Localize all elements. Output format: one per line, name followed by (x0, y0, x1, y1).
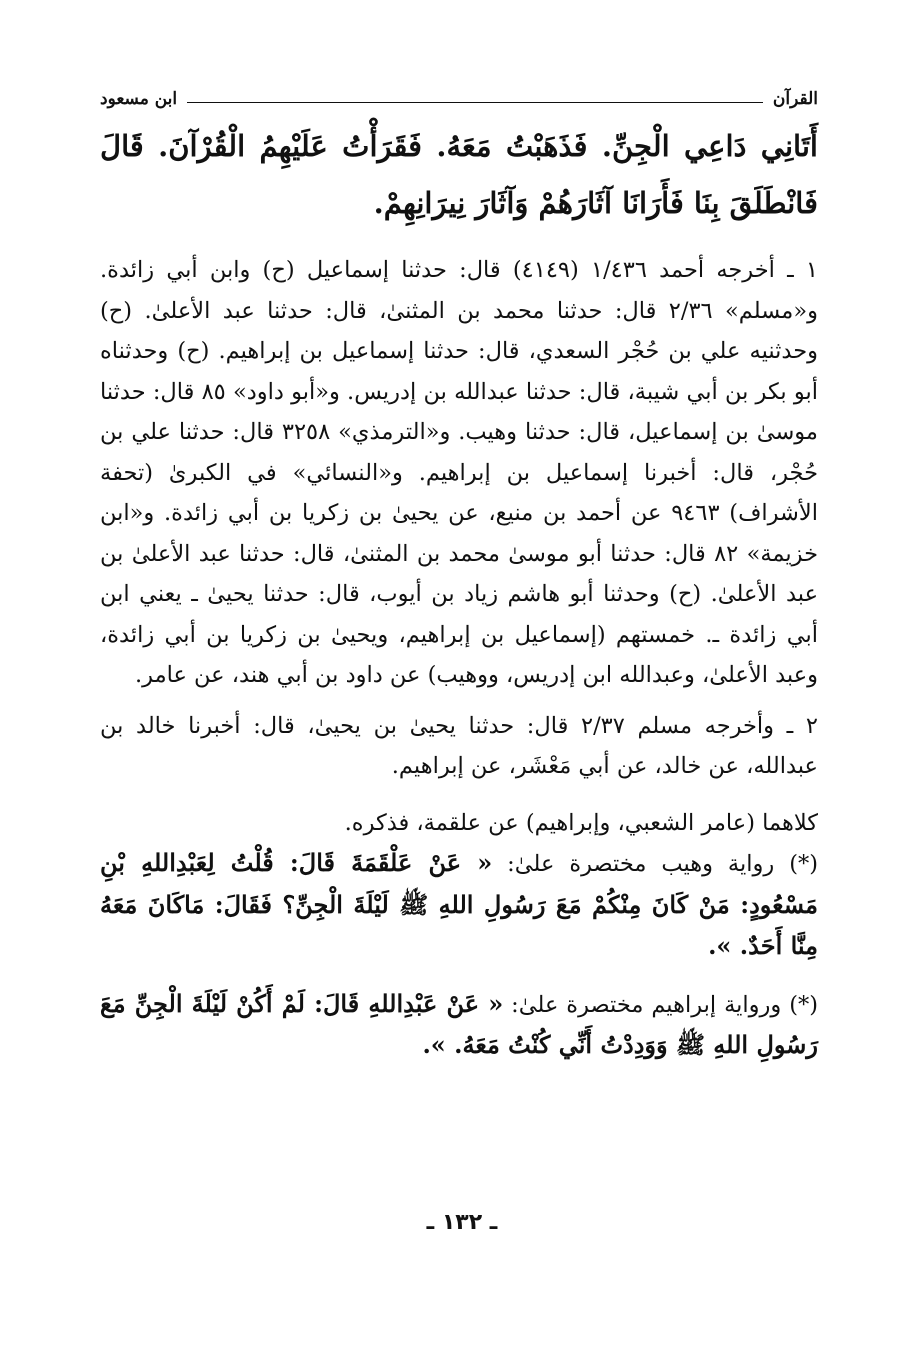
variant-note-1 (100, 843, 818, 968)
variant-note-2 (100, 984, 818, 1067)
takhrij-section (100, 250, 818, 1067)
page-number: ـ ١٣٢ ـ (426, 1210, 498, 1235)
takhrij-paragraph-3: كلاهما (عامر الشعبي، وإبراهيم) عن علقمة، فذكره. (344, 809, 818, 836)
variant-note-2-quote: « عَنْ عَبْدِاللهِ قَالَ: لَمْ أَكُنْ لَيْلَةَ الْجِنِّ مَعَ رَسُولِ اللهِ ﷺ وَوَدِدْتُ أَنِّي كُنْتُ مَعَهُ. ». (100, 988, 818, 1059)
running-head-rule (187, 102, 763, 103)
running-head-companion: ابن مسعود (100, 89, 178, 109)
variant-note-1-quote: « عَنْ عَلْقَمَةَ قَالَ: قُلْتُ لِعَبْدِاللهِ بْنِ مَسْعُودٍ: مَنْ كَانَ مِنْكُمْ مَعَ رَسُولِ اللهِ ﷺ لَيْلَةَ الْجِنِّ؟ فَقَالَ: مَاكَانَ مَعَهُ مِنَّا أَحَدٌ. ». (100, 848, 818, 960)
hadith-text: أَتَانِي دَاعِي الْجِنِّ. فَذَهَبْتُ مَعَهُ. فَقَرَأْتُ عَلَيْهِمُ الْقُرْآنَ. قَالَ فَانْطَلَقَ بِنَا فَأَرَانَا آثَارَهُمْ وَآثَارَ نِيرَانِهِمْ. (100, 129, 818, 220)
running-head-section: القرآن (772, 89, 818, 109)
takhrij-paragraph-1: ١ ـ أخرجه أحمد ١/٤٣٦ (٤١٤٩) قال: حدثنا إسماعيل (ح) وابن أبي زائدة. و«مسلم» ٢/٣٦ قال: حدثنا محمد بن المثنىٰ، قال: حدثنا عبد الأعلىٰ. (ح) وحدثنيه علي بن حُجْر السعدي، قال: حدثنا إسماعيل بن إبراهيم. (ح) وحدثناه أبو بكر بن أبي شيبة، قال: حدثنا عبدالله بن إدريس. و«أبو داود» ٨٥ قال: حدثنا موسىٰ بن إسماعيل، قال: حدثنا وهيب. و«الترمذي» ٣٢٥٨ قال: حدثنا علي بن حُجْر، قال: أخبرنا إسماعيل بن إبراهيم. و«النسائي» في الكبرىٰ (تحفة الأشراف) ٩٤٦٣ عن أحمد بن منيع، عن يحيىٰ بن زكريا بن أبي زائدة. و«ابن خزيمة» ٨٢ قال: حدثنا أبو موسىٰ محمد بن المثنىٰ، قال: حدثنا عبد الأعلىٰ بن عبد الأعلىٰ. (ح) وحدثنا أبو هاشم زياد بن أيوب، قال: حدثنا يحيىٰ ـ يعني ابن أبي زائدة ـ. خمستهم (إسماعيل بن إبراهيم، ويحيىٰ بن زكريا بن أبي زائدة، وعبد الأعلىٰ، وعبدالله ابن إدريس، ووهيب) عن داود بن أبي هند، عن عامر. (100, 257, 818, 688)
variant-note-1-intro: (*) رواية وهيب مختصرة علىٰ: (507, 851, 818, 877)
page-body (100, 84, 818, 1067)
running-head (100, 84, 818, 114)
variant-note-2-intro: (*) ورواية إبراهيم مختصرة علىٰ: (511, 991, 819, 1018)
takhrij-paragraph-2: ٢ ـ وأخرجه مسلم ٢/٣٧ قال: حدثنا يحيىٰ بن يحيىٰ، قال: أخبرنا خالد بن عبدالله، عن خالد، عن أبي مَعْشَر، عن إبراهيم. (100, 712, 818, 779)
